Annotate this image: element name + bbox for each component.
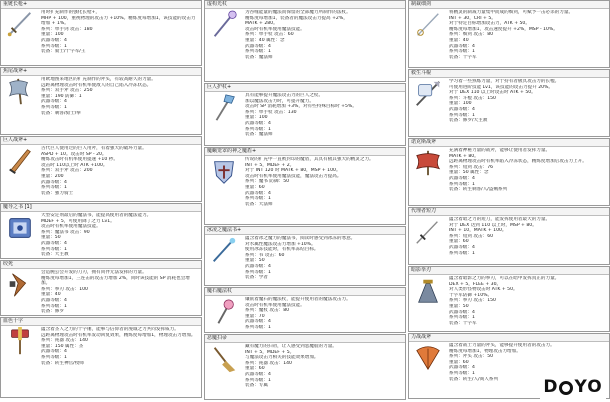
item-stat-line: 装备：刺客/骑士/拳 [41,110,81,116]
item-stat-line: 装备：大主教 [41,252,69,258]
item-description [1,145,201,197]
item-effect-text: INT + 30，CRI + 5。 [449,15,496,21]
item-effect-text: 远距离物理攻击时有机率发动回复效果，精炼度每增加1，物理攻击力增加。 [41,332,196,338]
item-title: 暗影拳刃 [409,267,609,275]
item-title: 重链长枪+ [1,1,201,9]
item-stat-line: 系列：魔法书 攻击：90 [41,229,90,235]
item-effect-text: 用时扩充制作的强化长枪+， [41,10,100,15]
brand-letters-yo: YO [574,377,603,398]
item-effect-text: 精炼度每增加1，三连击的攻击力增加 2%，同时该技能的 SP 消耗也会增加。 [41,275,190,287]
item-stat-line: 装备：魔法师 [245,132,273,138]
column-left [0,0,202,402]
item-stat-line: 武器等级：4 [449,106,475,112]
item-stat-line: 武器等级：4 [41,240,67,246]
item-effect-text: MATK + 80。 [449,153,479,159]
item-effect-text: 对水属性魔法攻击力增加 +10%。 [245,241,316,247]
item-stat-line: 精炼度每增加1，攻击速度提升 +2%，MSP - 10%。 [449,26,558,32]
item-stat-line: 装备：修罗/大主教 [449,118,488,124]
item-stat-line: 装备：转生刺客/人/盗贼系列 [449,187,508,193]
item-card [204,287,406,333]
item-stat-line: 系列等级：1 [41,104,67,110]
item-description [1,212,201,259]
item-title: 制裁细剑 [409,1,609,9]
item-stat-line: 系列等级：1 [41,185,67,191]
item-description [409,9,609,61]
item-stat-line: 武器等级：4 [41,99,67,105]
item-stat-line: 武器等级：4 [41,349,67,355]
item-card [0,0,202,66]
item-title: 虚构光杖 [205,1,405,9]
item-effect-text: MHP + 100，重视物理的攻击力 +10%。精炼度每增加1，该技能的攻击力 [41,15,196,21]
item-stat-line: 系列：细剑 攻击：80 [449,32,494,38]
item-stat-line: 武器等级：4 [245,190,271,196]
item-description [409,78,609,125]
item-stat-line: 重量：70 [245,313,265,319]
item-stat-line: 武器等级：4 [41,179,67,185]
item-effect-text: 增加 + 1%。 [41,21,69,27]
item-stat-line: 武器等级：4 [245,43,271,49]
item-effect-text: 可使用进阶技能 Lv1，该技能的攻击力提升 20%。 [449,84,554,90]
item-effect-text: 系列：魔杖 攻击：80 [245,308,290,314]
item-stat-line: 系列等级：1 [245,49,271,55]
item-stat-line: 装备：大法师 [245,201,273,207]
item-stat-line: 武器等级：4 [449,244,475,250]
item-card [0,260,202,316]
item-stat-line: 重量：40 [41,292,61,298]
item-stat-line: 攻击时有机率使用魔法技能。 [245,26,305,32]
item-description [205,296,405,332]
item-card [204,147,406,225]
item-card [0,67,202,135]
item-effect-text: 远距离物理攻击时有机率使敌人的自己陷入冷冻状态。 [41,82,152,88]
item-card [204,334,406,400]
item-effect-text: 蕴含着暗之力的短刀，能发挥使用者最大的力量。 [449,217,551,222]
item-card [408,207,610,265]
item-stat-line: 系列：短剑 攻击：60 [449,233,494,239]
item-card [0,203,202,259]
item-title: 恶魔扫帚 [205,335,405,343]
column-right [408,0,610,402]
item-effect-text: 为吞噬能量的魔法而保留的全部魔力所制作的法杖。 [245,10,351,15]
item-stat-line: 装备：转生神官/牧师 [41,360,84,366]
item-description [205,343,405,390]
item-stat-line: 装备：强力骑士 [41,190,74,196]
item-stat-line: 系列：拳刃 攻击：150 [449,298,496,304]
item-stat-line: 系列：单手杖 攻击：130 [245,109,297,115]
item-effect-text: INT + 10，MATK + 100。 [449,228,507,234]
item-effect-text: 具有能够提升魔法攻击力的巨人之杖。 [245,93,324,98]
item-stat-line: 系列：双手斧 攻击：200 [41,168,93,174]
item-stat-line: 系列等级：1 [245,269,271,275]
item-effect-text: 与魔法攻击力相关的技能效果增加。 [245,355,319,361]
item-title: 血色十字 [1,318,201,326]
item-title: 焦尾战斧+ [1,68,201,76]
item-effect-text: MATK + 280。 [245,21,278,27]
item-stat-line: 系列等级：1 [41,354,67,360]
item-stat-line: 装备：十字军 [449,320,477,326]
item-stat-line: 系列：书 攻击：60 [245,252,285,258]
item-stat-line: 重量：100 [245,115,268,121]
item-stat-line: 武器等级：4 [245,120,271,126]
item-stat-line: 系列：单手杖 攻击：60 [245,32,294,38]
item-card [408,266,610,332]
item-card [0,136,202,202]
item-stat-line: 装备：十字军 [449,54,477,60]
item-effect-text: 使用冰冻技能时，有机率冻结目标。 [245,247,319,253]
item-stat-line: 重量：60 [245,184,265,190]
item-stat-line: 攻击时有机率使用魔法技能，魔法攻击力提高。 [245,173,342,179]
item-effect-text: 古代巨人使用过的巨人用斧，有着强大的破坏力量。 [41,146,147,151]
item-description [409,147,609,194]
item-stat-line: 系列等级：1 [449,181,475,187]
item-effect-text: DEX + 5，FLEE + 30。 [449,281,502,287]
item-effect-text: 系列：拳刃 攻击：100 [41,286,88,292]
item-effect-text: 精炼攻击时有机率使用提速 +10 秒。 [41,157,118,163]
item-stat-line: 重量：60 [449,239,469,245]
item-stat-line: 系列：斗棍 攻击：150 [449,95,496,101]
item-stat-line: 系列等级：1 [449,112,475,118]
item-stat-line: 系列等级：1 [449,370,475,376]
item-description [205,156,405,208]
item-effect-text: 用欧地图来地区的扩充制作的斧头，有较高耐久的力量。 [41,77,156,82]
item-stat-line: 重量：50 属性：念 [449,170,489,176]
item-stat-line: 装备：学者 [245,275,268,281]
item-stat-line: 系列等级：1 [449,49,475,55]
item-effect-text: 蕴含着暗影之力的拳刃，可以在暗中发挥真正的力量。 [449,276,560,281]
item-description [205,92,405,139]
item-stat-line: 攻击时 110以上时 ATK +100。 [41,162,108,168]
item-effect-text: 大型安定剂最后的魔法书，能提高使用者的魔法能力。 [41,213,152,218]
item-description [1,9,201,56]
item-description [1,326,201,367]
item-stat-line: 武器等级：4 [449,43,475,49]
item-stat-line: 重量：190 防御：1 [41,93,82,99]
item-stat-line: 重量：50 [449,303,469,309]
item-card [408,69,610,137]
item-effect-text: 学习着一些熟练力量，对于持有者极具攻击力的长棍。 [449,79,560,84]
item-title: 诺克斯战斧 [409,139,609,147]
item-effect-text: INT + 5，MDEF + 2。 [245,162,295,168]
item-stat-line: 重量：150 属性：圣 [41,343,84,349]
item-stat-line: 装备：专属 [245,383,268,389]
item-effect-text: 远距离物理攻击时有机率陷入冷冻状态，精炼度增加后攻击力上升。 [449,159,587,165]
item-effect-text: MDEF + 5，可使用降了之力 Lv1。 [41,218,115,224]
item-stat-line: 装备：骑士/十字军/王 [41,49,86,55]
item-stat-line: 系列等级：1 [245,377,271,383]
item-effect-text: 镶嵌着魔石的魔法杖，能提升使用者的魔法攻击力。 [245,297,351,302]
item-effect-text: 攻击时有机率使用魔法技能。 [245,302,305,308]
item-effect-text: 将精灵的制裁力量集中而成的细剑，可赋予一击必杀的力量。 [449,10,574,15]
item-stat-line: 系列等级：1 [449,315,475,321]
item-stat-line: 武器等级：4 [449,309,475,315]
item-effect-text: ASPD + 10。攻击时 SP - 20。 [41,151,107,157]
item-stat-line: 武器等级：4 [245,371,271,377]
item-effect-text: 精炼度每增加1，物理攻击力增加。 [449,348,521,354]
item-effect-text: 对于特定目标增加攻击力，ATK + 50。 [449,21,530,27]
item-description [409,275,609,327]
item-effect-text: 蕴含着战士力量的斧头，能够提升使用者的攻击力。 [449,343,555,348]
item-effect-text: 会造腕公会开发的刀刃，拥有同伴无法发挥的力量。 [41,270,147,275]
item-stat-line: 重量：40 属性：念 [245,37,285,43]
item-stat-line: 武器等级：4 [245,319,271,325]
item-title: 绞死 [1,261,201,269]
item-stat-line: 系列等级：1 [245,196,271,202]
item-stat-line: 武器等级：4 [449,365,475,371]
item-effect-text: 对于 INT 120 时 MATK + 80，MSP + 100。 [245,168,341,174]
brand-ring-icon [559,381,573,395]
item-effect-text: 系列：斧头 攻击：50 [449,354,494,360]
item-stat-line: 装备：转生/人/商人系列 [449,376,499,382]
item-stat-line: 系列：钝器 攻击：140 [245,360,292,366]
item-stat-line: 重量：50 [245,258,265,264]
item-description [409,216,609,257]
item-stat-line: 系列等级：1 [41,43,67,49]
item-title: 救生斗棍 [409,70,609,78]
column-middle [204,0,406,402]
item-effect-text: 对人类形怪物攻击时 ATK + 50。 [449,287,518,293]
item-card [0,317,202,398]
item-stat-line: 系列：单手剑 攻击：180 [41,26,93,32]
item-title: 巨人护杖+ [205,84,405,92]
item-title: 魔蛾笼罩的神之魔盾+ [205,148,405,156]
item-card [204,0,406,82]
item-card [408,138,610,206]
item-title: 代理者短刀 [409,208,609,216]
item-title: 巨人战斧+ [1,137,201,145]
item-stat-line: 武器等级：4 [41,37,67,43]
brand-letter-d: D [543,377,559,398]
item-effect-text: 精炼度每增加1，装备者的魔法攻击力提高 +2%， [245,15,348,21]
item-effect-text: 加以魔法攻击力时，可提升魔力。 [245,98,314,104]
item-effect-text: 藏有魔力的扫帚，让人感受到恶魔般的力量。 [245,344,337,349]
item-stat-line: 重量：200 [41,173,64,179]
item-stat-line: 装备：魔法师 [245,54,273,60]
item-effect-text: 对于 DEX 达到 110 以上时，MSP + 80。 [449,222,537,228]
item-card [204,83,406,146]
item-title: 力战战斧 [409,334,609,342]
item-stat-line: 重量：100 [41,32,64,38]
item-stat-line: 系列等级：1 [245,126,271,132]
item-stat-line: 系列：短剑 攻击：76 [449,164,494,170]
item-stat-line: 武器等级：4 [245,263,271,269]
item-effect-text: 系列：钝器 攻击：140 [41,338,88,344]
item-description [1,269,201,316]
item-stat-line: 重量：60 [245,366,265,372]
item-effect-text: 攻击时 SP 消耗增加 +3%，对有些特殊目标时 +5%。 [245,104,357,110]
item-stat-line: 武器等级：4 [449,175,475,181]
item-effect-text: 充满着神秘力量的战斧，能够让使用者发挥力量。 [449,148,551,153]
item-effect-text: INT + 5，MDEF + 5。 [245,349,295,355]
item-stat-line: 重量：100 [449,101,472,107]
item-stat-line: 重量：50 [41,235,61,241]
doyo-watermark-logo [540,377,606,399]
item-stat-line: 武器等级：4 [41,297,67,303]
item-effect-text: 蕴含着圣人之力的十字锤，能够与信仰者的虔诚之力共同发挥威力。 [41,327,179,332]
item-effect-text: 系列：双手斧 攻击：250 [41,88,93,94]
item-description [205,9,405,61]
item-stat-line: 装备：修罗 [41,309,64,315]
item-effect-text: 传说的扩充中一直被封印的魔盾，其具有极其强大的精灵之力。 [245,157,374,162]
item-stat-line: 十字军防御 +10%。 [449,292,493,298]
item-stat-line: 系列等级：1 [41,303,67,309]
item-stat-line: 系列等级：1 [245,324,271,330]
item-description [1,76,201,117]
item-stat-line: 系列：魔书 防御：50 [245,179,290,185]
item-title: 冰凌之魔法书+ [205,227,405,235]
item-effect-text: 蕴含着冰之魔力的魔法书，阅读时感受到冰冻的寒意。 [245,236,356,241]
item-description [205,235,405,282]
item-effect-text: 对于 DEX 110 以上时攻击时 ATK + 50。 [449,90,536,96]
item-stat-line: 重量：40 [449,37,469,43]
item-stat-line: 重量：60 [449,359,469,365]
item-card [204,226,406,286]
item-title: 魔导之书 [1] [1,204,201,212]
item-effect-text: 攻击时有机率使用魔法技能。 [41,224,101,230]
item-title: 魔石魔法杖 [205,288,405,296]
item-card [408,0,610,68]
item-stat-line: 系列等级：1 [41,246,67,252]
item-stat-line: 系列等级：1 [449,250,475,256]
